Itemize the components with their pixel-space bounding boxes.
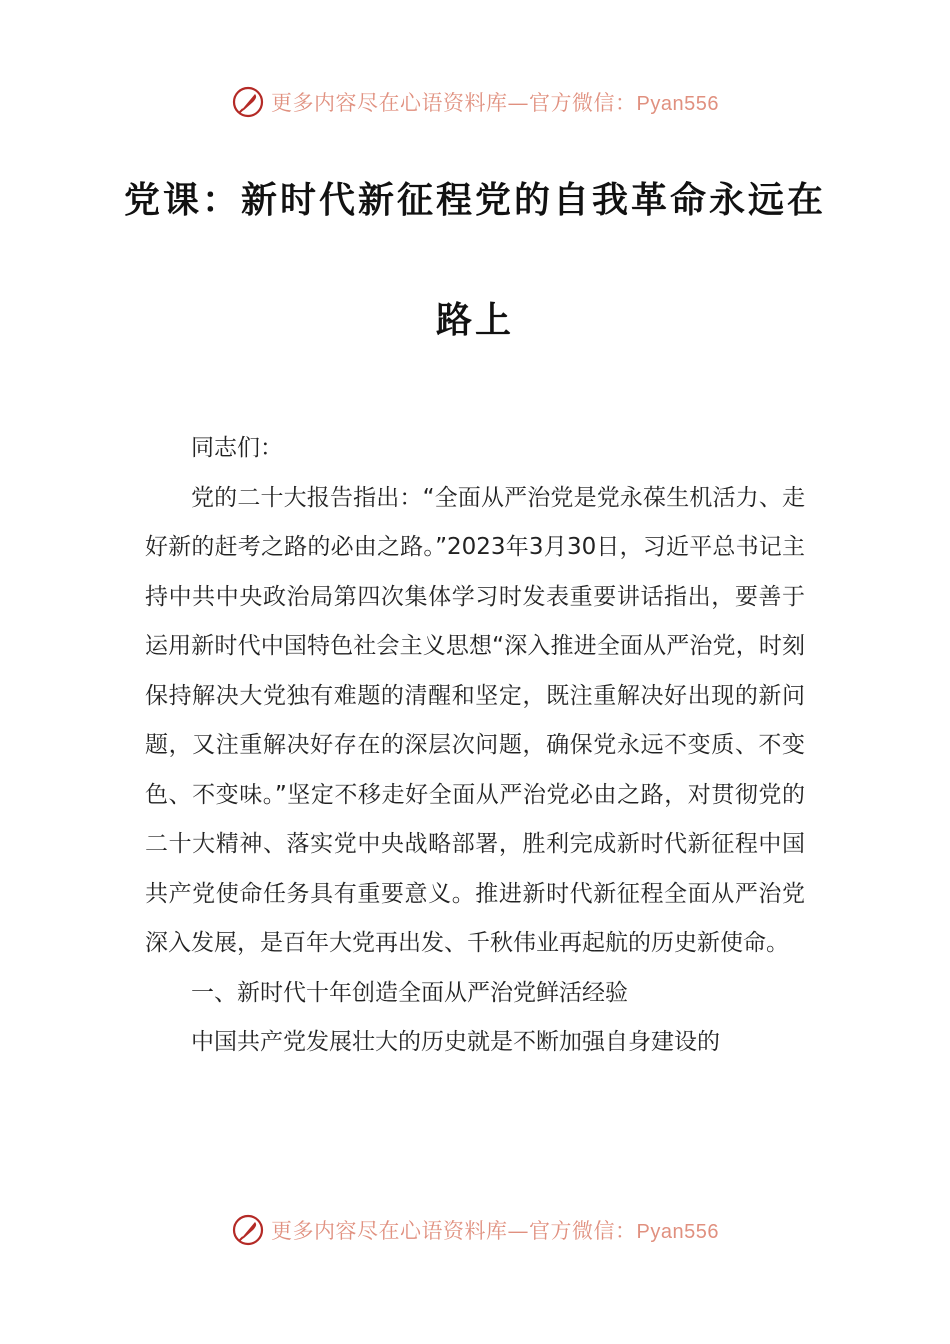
- banner-text: 更多内容尽在心语资料库—官方微信：Pyan556: [271, 1219, 719, 1243]
- paragraph-1: 党的二十大报告指出：“全面从严治党是党永葆生机活力、走好新的赶考之路的必由之路。”2023年3月30日，习近平总书记主持中共中央政治局第四次集体学习时发表重要讲话指出，要善于运用新时代中国特色社会主义思想“深入推进全面从严治党，时刻保持解决大党独有难题的清醒和坚定，既注重解决好出现的新问题，又注重解决好存在的深层次问题，确保党永远不变质、不变色、不变味。”坚定不移走好全面从严治党必由之路，对贯彻党的二十大精神、落实党中央战略部署，胜利完成新时代新征程中国共产党使命任务具有重要意义。推进新时代新征程全面从严治党深入发展，是百年大党再出发、千秋伟业再起航的历史新使命。: [145, 484, 805, 956]
- header-banner: [0, 80, 950, 124]
- quill-logo-icon: [231, 85, 265, 119]
- section-heading-1: 一、新时代十年创造全面从严治党鲜活经验: [191, 979, 628, 1006]
- salutation: 同志们：: [191, 435, 283, 461]
- banner-text: 更多内容尽在心语资料库—官方微信：Pyan556: [271, 91, 719, 115]
- page-title-line-2: 路上: [435, 300, 514, 341]
- document-body: [145, 424, 805, 1068]
- paragraph-2: 中国共产党发展壮大的历史就是不断加强自身建设的: [191, 1029, 720, 1055]
- footer-banner: [0, 1208, 950, 1252]
- quill-logo-icon: [231, 1213, 265, 1247]
- page-title-line-1: 党课：新时代新征程党的自我革命永远在: [123, 180, 826, 221]
